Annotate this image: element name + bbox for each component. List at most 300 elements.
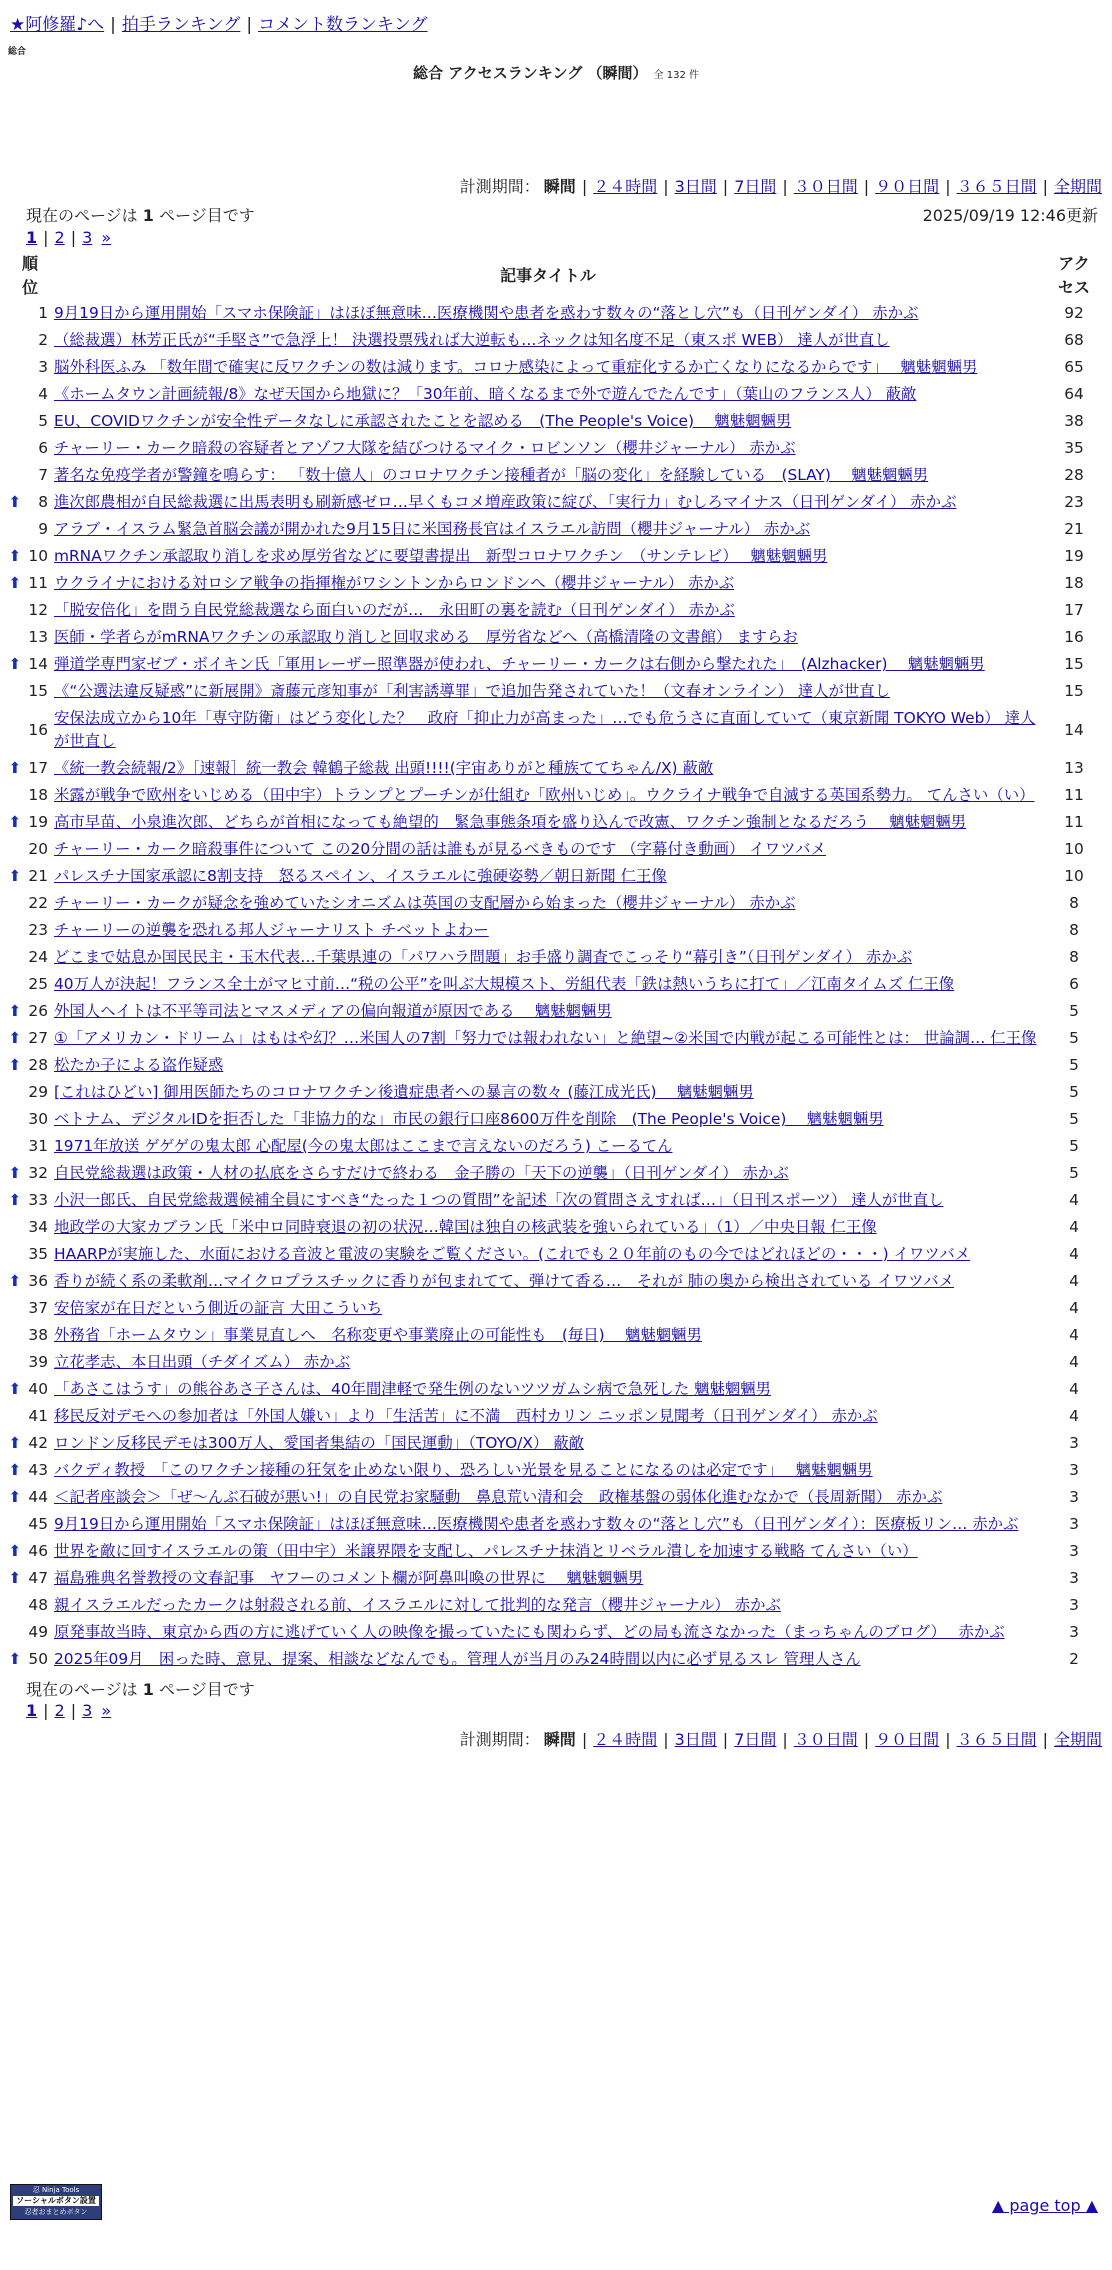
access-count: 13 <box>1064 759 1084 777</box>
separator: | <box>722 177 729 196</box>
separator: | <box>70 1701 77 1720</box>
period-link[interactable]: 全期間 <box>1053 177 1102 196</box>
page-current: 1 <box>26 1701 38 1720</box>
title-cell <box>52 1322 1044 1349</box>
period-link[interactable]: 3日間 <box>674 1730 717 1749</box>
rank-number: 38 <box>28 1326 48 1344</box>
separator: | <box>1042 1730 1048 1749</box>
next-page-link[interactable]: » <box>101 228 112 247</box>
article-link[interactable]: チャーリーの逆襲を恐れる邦人ジャーナリスト チベットよわー <box>54 921 489 939</box>
article-link[interactable]: 原発事故当時、東京から西の方に逃げていく人の映像を撮っていたにも関わらず、どの局も流さなかった（まっちゃんのブログ） 赤かぶ <box>54 1623 1005 1641</box>
table-row <box>8 1538 1104 1565</box>
article-link[interactable]: チャーリー・カーク暗殺の容疑者とアゾフ大隊を結びつけるマイク・ロビンソン（櫻井ジャーナル） 赤かぶ <box>54 439 796 457</box>
access-count: 3 <box>1069 1434 1079 1452</box>
title-cell <box>52 1511 1044 1538</box>
rank-number: 6 <box>38 439 48 457</box>
table-row <box>8 782 1104 809</box>
rank-number: 25 <box>28 975 48 993</box>
rank-change-cell <box>8 1187 22 1214</box>
comment-ranking-link[interactable]: コメント数ランキング <box>258 15 428 35</box>
rank-change-cell <box>8 1484 22 1511</box>
up-arrow-icon: ⬆ <box>8 1272 22 1290</box>
title-cell <box>52 435 1044 462</box>
title-cell <box>52 1565 1044 1592</box>
title-cell <box>52 354 1044 381</box>
article-link[interactable]: 立花孝志、本日出頭（チダイズム） 赤かぶ <box>54 1353 351 1371</box>
separator: | <box>43 1701 49 1720</box>
table-row <box>8 462 1104 489</box>
article-link[interactable]: [これはひどい] 御用医師たちのコロナワクチン後遺症患者への暴言の数々 (藤江成光氏) 魑魅魍魎男 <box>54 1083 754 1101</box>
rank-number: 22 <box>28 894 48 912</box>
table-header <box>8 252 1104 300</box>
home-link[interactable]: ★阿修羅♪へ <box>10 15 105 35</box>
period-link[interactable]: ９０日間 <box>875 1730 940 1749</box>
access-count: 65 <box>1064 358 1084 376</box>
rank-change-cell <box>8 782 22 809</box>
rank-change-cell <box>8 1376 22 1403</box>
period-link[interactable]: ３６５日間 <box>956 177 1037 196</box>
table-row <box>8 597 1104 624</box>
access-count: 38 <box>1064 412 1084 430</box>
separator: | <box>722 1730 729 1749</box>
period-current: 瞬間 <box>543 1730 576 1749</box>
rank-change-cell <box>8 1403 22 1430</box>
table-row <box>8 678 1104 705</box>
access-count: 5 <box>1069 1110 1079 1128</box>
period-link[interactable]: 7日間 <box>734 1730 777 1749</box>
rank-change-cell <box>8 381 22 408</box>
title-cell <box>52 1430 1044 1457</box>
article-link[interactable]: 9月19日から運用開始「スマホ保険証」はほぼ無意味…医療機関や患者を惑わす数々の“落とし穴”も（日刊ゲンダイ）：医療板リン… 赤かぶ <box>54 1515 1019 1533</box>
rank-change-cell <box>8 1133 22 1160</box>
page-link[interactable]: 3 <box>82 228 93 247</box>
period-link[interactable]: ２４時間 <box>593 177 658 196</box>
rank-number: 49 <box>28 1623 48 1641</box>
pager-bottom <box>26 1701 111 1720</box>
access-count: 4 <box>1069 1380 1079 1398</box>
rank-number: 28 <box>28 1056 48 1074</box>
up-arrow-icon: ⬆ <box>8 1488 22 1506</box>
up-arrow-icon: ⬆ <box>8 1164 22 1182</box>
period-link[interactable]: ３０日間 <box>793 1730 858 1749</box>
title-cell <box>52 624 1044 651</box>
rank-change-cell <box>8 1052 22 1079</box>
table-row <box>8 1160 1104 1187</box>
rank-change-cell <box>8 1268 22 1295</box>
rank-change-cell <box>8 1322 22 1349</box>
badge-line1: 忍 Ninja Tools <box>32 2186 80 2194</box>
table-row <box>8 1214 1104 1241</box>
access-count: 8 <box>1069 894 1079 912</box>
separator: | <box>863 1730 870 1749</box>
up-arrow-icon: ⬆ <box>8 867 22 885</box>
article-link[interactable]: 米露が戦争で欧州をいじめる（田中宇）トランプとプーチンが仕組む「欧州いじめ」。ウクライナ戦争で自滅する英国系勢力。 てんさい（い） <box>54 786 1035 804</box>
access-count: 3 <box>1069 1569 1079 1587</box>
updated-timestamp: 2025/09/19 12:46更新 <box>922 206 1098 225</box>
article-link[interactable]: ロンドン反移民デモは300万人、愛国者集結の「国民運動」（TOYO/X） 蔽敵 <box>54 1434 584 1452</box>
title-cell <box>52 1592 1044 1619</box>
badge-line2: ソーシャルボタン設置 <box>13 2196 99 2206</box>
table-row <box>8 917 1104 944</box>
separator: | <box>663 1730 669 1749</box>
rank-change-cell <box>8 1619 22 1646</box>
access-count: 21 <box>1064 520 1084 538</box>
separator: | <box>782 177 788 196</box>
title-cell <box>52 1214 1044 1241</box>
article-link[interactable]: （総裁選）林芳正氏が“手堅さ”で急浮上！ 決選投票残れば大逆転も…ネックは知名度不足（東スポ WEB） 達人が世直し <box>54 331 890 349</box>
ninja-social-badge[interactable] <box>10 2184 102 2220</box>
title-cell <box>52 570 1044 597</box>
rank-change-cell <box>8 1349 22 1376</box>
table-row <box>8 327 1104 354</box>
title-cell <box>52 1187 1044 1214</box>
up-arrow-icon: ⬆ <box>8 1029 22 1047</box>
page-link[interactable]: 2 <box>54 1701 65 1720</box>
article-link[interactable]: 安保法成立から10年「専守防衛」はどう変化した？ 政府「抑止力が高まった」…でも危うさに直面していて（東京新聞 TOKYO Web） 達人が世直し <box>54 709 1036 750</box>
table-row <box>8 1565 1104 1592</box>
separator: | <box>945 177 951 196</box>
article-link[interactable]: 安倍家が在日だという側近の証言 大田こういち <box>54 1299 383 1317</box>
access-count: 5 <box>1069 1056 1079 1074</box>
title-cell <box>52 597 1044 624</box>
table-row <box>8 1430 1104 1457</box>
article-link[interactable]: 脳外科医ふみ 「数年間で確実に反ワクチンの数は減ります。コロナ感染によって重症化するか亡くなりになるからです」 魑魅魍魎男 <box>54 358 978 376</box>
rank-change-cell <box>8 809 22 836</box>
title-cell <box>52 863 1044 890</box>
article-link[interactable]: 外務省「ホームタウン」事業見直しへ 名称変更や事業廃止の可能性も (毎日) 魑魅魍魎男 <box>54 1326 702 1344</box>
rank-change-cell <box>8 1241 22 1268</box>
title-cell <box>52 1484 1044 1511</box>
access-count: 5 <box>1069 1164 1079 1182</box>
article-link[interactable]: 1971年放送 ゲゲゲの鬼太郎 心配屋(今の鬼太郎はここまで言えないのだろう) こーるてん <box>54 1137 673 1155</box>
rank-change-cell <box>8 1214 22 1241</box>
badge-line3: 忍者おまとめボタン <box>24 2208 88 2216</box>
table-row <box>8 998 1104 1025</box>
title-cell <box>52 1052 1044 1079</box>
rank-number: 47 <box>28 1569 48 1587</box>
pager-top <box>26 228 111 247</box>
page-current: 1 <box>26 228 38 247</box>
period-link[interactable]: ２４時間 <box>593 1730 658 1749</box>
separator: | <box>43 228 49 247</box>
title-cell <box>52 755 1044 782</box>
article-link[interactable]: どこまで姑息か国民民主・玉木代表…千葉県連の「パワハラ問題」お手盛り調査でこっそり“幕引き”（日刊ゲンダイ） 赤かぶ <box>54 948 913 966</box>
up-arrow-icon: ⬆ <box>8 574 22 592</box>
article-link[interactable]: 香りが続く系の柔軟剤…マイクロプラスチックに香りが包まれてて、弾けて香る… それが 肺の奥から検出されている イワツバメ <box>54 1272 954 1290</box>
rank-number: 40 <box>28 1380 48 1398</box>
article-link[interactable]: チャーリー・カークが疑念を強めていたシオニズムは英国の支配層から始まった（櫻井ジャーナル） 赤かぶ <box>54 894 796 912</box>
rank-header-label: 順位 <box>21 254 38 297</box>
ranking-table <box>8 252 1104 1673</box>
rank-number: 46 <box>28 1542 48 1560</box>
rank-change-cell <box>8 678 22 705</box>
rank-change-cell <box>8 836 22 863</box>
rank-change-cell <box>8 890 22 917</box>
rank-header <box>8 252 52 300</box>
access-count: 5 <box>1069 1029 1079 1047</box>
rank-number: 27 <box>28 1029 48 1047</box>
article-link[interactable]: 著名な免疫学者が警鐘を鳴らす： 「数十億人」のコロナワクチン接種者が「脳の変化」を経験している (SLAY) 魑魅魍魎男 <box>54 466 929 484</box>
up-arrow-icon: ⬆ <box>8 1056 22 1074</box>
access-count: 23 <box>1064 493 1084 511</box>
article-link[interactable]: 進次郎農相が自民総裁選に出馬表明も刷新感ゼロ…早くもコメ増産政策に綻び、「実行力」むしろマイナス（日刊ゲンダイ） 赤かぶ <box>54 493 957 511</box>
article-link[interactable]: 自民党総裁選は政策・人材の払底をさらすだけで終わる 金子勝の「天下の逆襲」（日刊ゲンダイ） 赤かぶ <box>54 1164 789 1182</box>
rank-number: 45 <box>28 1515 48 1533</box>
rank-number: 35 <box>28 1245 48 1263</box>
up-arrow-icon: ⬆ <box>8 1191 22 1209</box>
access-count: 3 <box>1069 1623 1079 1641</box>
title-cell <box>52 1025 1044 1052</box>
separator: | <box>70 228 77 247</box>
rank-number: 44 <box>28 1488 48 1506</box>
rank-number: 15 <box>28 682 48 700</box>
access-count: 4 <box>1069 1407 1079 1425</box>
page-top-link[interactable]: ▲ page top ▲ <box>991 2196 1098 2215</box>
access-count: 28 <box>1064 466 1084 484</box>
article-link[interactable]: 「脱安倍化」を問う自民党総裁選なら面白いのだが… 永田町の裏を読む（日刊ゲンダイ） 赤かぶ <box>54 601 735 619</box>
rank-change-cell <box>8 300 22 327</box>
table-row <box>8 1349 1104 1376</box>
access-count: 15 <box>1064 682 1084 700</box>
article-link[interactable]: ＜記者座談会＞「ぜ～んぶ石破が悪い!」の自民党お家騒動 鼻息荒い清和会 政権基盤の弱体化進むなかで（長周新聞） 赤かぶ <box>54 1488 943 1506</box>
rank-change-cell <box>8 462 22 489</box>
table-row <box>8 1133 1104 1160</box>
rank-change-cell <box>8 1160 22 1187</box>
access-count: 4 <box>1069 1326 1079 1344</box>
article-link[interactable]: EU、COVIDワクチンが安全性データなしに承認されたことを認める (The People's Voice) 魑魅魍魎男 <box>54 412 792 430</box>
access-count: 10 <box>1064 867 1084 885</box>
article-link[interactable]: 9月19日から運用開始「スマホ保険証」はほぼ無意味…医療機関や患者を惑わす数々の“落とし穴”も（日刊ゲンダイ） 赤かぶ <box>54 304 919 322</box>
access-count: 68 <box>1064 331 1084 349</box>
rank-number: 32 <box>28 1164 48 1182</box>
rank-number: 13 <box>28 628 48 646</box>
access-count: 8 <box>1069 921 1079 939</box>
rank-number: 4 <box>38 385 48 403</box>
title-cell <box>52 1538 1044 1565</box>
article-link[interactable]: バクディ教授 「このワクチン接種の狂気を止めない限り、恐ろしい光景を見ることになるのは必定です」 魑魅魍魎男 <box>54 1461 873 1479</box>
access-count: 5 <box>1069 1137 1079 1155</box>
table-row <box>8 1646 1104 1673</box>
article-link[interactable]: 《ホームタウン計画続報/8》なぜ天国から地獄に？「30年前、暗くなるまで外で遊んでたんです」（葉山のフランス人） 蔽敵 <box>54 385 917 403</box>
title-cell <box>52 971 1044 998</box>
access-header-label: アクセス <box>1057 254 1090 297</box>
page-title <box>0 62 1112 83</box>
rank-number: 34 <box>28 1218 48 1236</box>
title-cell <box>52 1268 1044 1295</box>
title-cell <box>52 408 1044 435</box>
title-cell <box>52 998 1044 1025</box>
table-row <box>8 890 1104 917</box>
table-row <box>8 489 1104 516</box>
table-row <box>8 944 1104 971</box>
article-link[interactable]: 世界を敵に回すイスラエルの策（田中宇）米譲界隈を支配し、パレスチナ抹消とリベラル潰しを加速する戦略 てんさい（い） <box>54 1542 918 1560</box>
page-info-top: 現在のページは 1 ページ目です <box>26 206 255 225</box>
access-count: 4 <box>1069 1218 1079 1236</box>
separator: | <box>945 1730 951 1749</box>
article-link[interactable]: ベトナム、デジタルIDを拒否した「非協力的な」市民の銀行口座8600万件を削除 (The People's Voice) 魑魅魍魎男 <box>54 1110 884 1128</box>
rank-change-cell <box>8 998 22 1025</box>
rank-number: 18 <box>28 786 48 804</box>
rank-change-cell <box>8 570 22 597</box>
table-row <box>8 381 1104 408</box>
rank-change-cell <box>8 705 22 755</box>
rank-change-cell <box>8 1106 22 1133</box>
title-cell <box>52 1133 1044 1160</box>
title-cell <box>52 944 1044 971</box>
table-row <box>8 354 1104 381</box>
access-count: 15 <box>1064 655 1084 673</box>
rank-change-cell <box>8 863 22 890</box>
article-link[interactable]: 高市早苗、小泉進次郎、どちらが首相になっても絶望的 緊急事態条項を盛り込んで改憲、ワクチン強制となるだろう 魑魅魍魎男 <box>54 813 967 831</box>
rank-number: 5 <box>38 412 48 430</box>
rank-change-cell <box>8 327 22 354</box>
article-link[interactable]: 医師・学者らがmRNAワクチンの承認取り消しと回収求める 厚労省などへ（高橋清隆の文書館） ますらお <box>54 628 798 646</box>
title-cell <box>52 809 1044 836</box>
title-cell <box>52 782 1044 809</box>
title-cell <box>52 543 1044 570</box>
table-row <box>8 1025 1104 1052</box>
article-link[interactable]: 「あさこはうす」の熊谷あさ子さんは、40年間津軽で発生例のないツツガムシ病で急死した 魑魅魍魎男 <box>54 1380 772 1398</box>
rank-change-cell <box>8 1025 22 1052</box>
article-link[interactable]: パレスチナ国家承認に8割支持 怒るスペイン、イスラエルに強硬姿勢／朝日新聞 仁王像 <box>54 867 667 885</box>
rank-change-cell <box>8 1592 22 1619</box>
article-link[interactable]: アラブ・イスラム緊急首脳会議が開かれた9月15日に米国務長官はイスラエル訪問（櫻井ジャーナル） 赤かぶ <box>54 520 811 538</box>
table-row <box>8 543 1104 570</box>
up-arrow-icon: ⬆ <box>8 1650 22 1668</box>
period-link[interactable]: 全期間 <box>1053 1730 1102 1749</box>
access-count: 4 <box>1069 1353 1079 1371</box>
article-link[interactable]: 地政学の大家カブラン氏「米中ロ同時衰退の初の状況…韓国は独自の核武装を強いられている」（1）／中央日報 仁王像 <box>54 1218 877 1236</box>
article-link[interactable]: 《統一教会続報/2》［速報］統一教会 韓鶴子総裁 出頭!!!!(宇宙ありがと種族ててちゃん/X) 蔽敵 <box>54 759 714 777</box>
rank-change-cell <box>8 516 22 543</box>
article-link[interactable]: 松たか子による盗作疑惑 <box>54 1056 224 1074</box>
article-link[interactable]: 親イスラエルだったカークは射殺される前、イスラエルに対して批判的な発言（櫻井ジャーナル） 赤かぶ <box>54 1596 781 1614</box>
table-row <box>8 1403 1104 1430</box>
rank-change-cell <box>8 489 22 516</box>
title-cell <box>52 1106 1044 1133</box>
article-link[interactable]: ウクライナにおける対ロシア戦争の指揮権がワシントンからロンドンへ（櫻井ジャーナル） 赤かぶ <box>54 574 735 592</box>
title-cell <box>52 836 1044 863</box>
period-link[interactable]: ３６５日間 <box>956 1730 1037 1749</box>
table-row <box>8 570 1104 597</box>
title-cell <box>52 1646 1044 1673</box>
access-count: 14 <box>1064 720 1084 739</box>
article-link[interactable]: 小沢一郎氏、自民党総裁選候補全員にすべき“たった１つの質問”を記述「次の質問さえすれば…」（日刊スポーツ） 達人が世直し <box>54 1191 944 1209</box>
rank-change-cell <box>8 651 22 678</box>
rank-number: 26 <box>28 1002 48 1020</box>
article-link[interactable]: HAARPが実施した、水面における音波と電波の実験をご覧ください。(これでも２０年前のもの今ではどれほどの・・・) イワツバメ <box>54 1245 971 1263</box>
access-count: 11 <box>1064 813 1084 831</box>
access-count: 92 <box>1064 304 1084 322</box>
article-link[interactable]: 移民反対デモへの参加者は「外国人嫌い」より「生活苦」に不満 西村カリン ニッポン見聞考（日刊ゲンダイ） 赤かぶ <box>54 1407 878 1425</box>
rank-change-cell <box>8 624 22 651</box>
rank-number: 7 <box>38 466 48 484</box>
access-count: 3 <box>1069 1488 1079 1506</box>
rank-number: 21 <box>28 867 48 885</box>
title-cell <box>52 651 1044 678</box>
table-row <box>8 300 1104 327</box>
next-page-link[interactable]: » <box>101 1701 112 1720</box>
table-row <box>8 755 1104 782</box>
rank-change-cell <box>8 917 22 944</box>
separator: | <box>581 177 588 196</box>
table-row <box>8 809 1104 836</box>
up-arrow-icon: ⬆ <box>8 1434 22 1452</box>
article-link[interactable]: ①「アメリカン・ドリーム」はもはや幻？…米国人の7割「努力では報われない」と絶望~②米国で内戦が起こる可能性とは： 世論調… 仁王像 <box>54 1029 1037 1047</box>
page-link[interactable]: 3 <box>82 1701 93 1720</box>
title-cell <box>52 678 1044 705</box>
rank-number: 43 <box>28 1461 48 1479</box>
page-link[interactable]: 2 <box>54 228 65 247</box>
rank-number: 42 <box>28 1434 48 1452</box>
article-link[interactable]: 弾道学専門家ゼブ・ボイキン氏「軍用レーザー照準器が使われ、チャーリー・カークは右側から撃たれた」 (Alzhacker) 魑魅魍魎男 <box>54 655 985 673</box>
rank-number: 19 <box>28 813 48 831</box>
title-cell <box>52 300 1044 327</box>
separator: | <box>863 177 870 196</box>
rank-number: 16 <box>28 720 48 739</box>
table-row <box>8 863 1104 890</box>
rank-change-cell <box>8 408 22 435</box>
rank-number: 1 <box>38 304 48 322</box>
access-count: 8 <box>1069 948 1079 966</box>
article-link[interactable]: 福島雅典名誉教授の文春記事 ヤフーのコメント欄が阿鼻叫喚の世界に 魑魅魍魎男 <box>54 1569 644 1587</box>
rank-number: 30 <box>28 1110 48 1128</box>
rank-change-cell <box>8 354 22 381</box>
rank-number: 41 <box>28 1407 48 1425</box>
rank-change-cell <box>8 755 22 782</box>
top-nav: ★阿修羅♪へ | 拍手ランキング | コメント数ランキング <box>10 15 428 35</box>
access-count: 5 <box>1069 1083 1079 1101</box>
access-count: 6 <box>1069 975 1079 993</box>
up-arrow-icon: ⬆ <box>8 759 22 777</box>
up-arrow-icon: ⬆ <box>8 1002 22 1020</box>
access-count: 4 <box>1069 1191 1079 1209</box>
table-row <box>8 1079 1104 1106</box>
table-row <box>8 1268 1104 1295</box>
clap-ranking-link[interactable]: 拍手ランキング <box>121 15 241 35</box>
article-link[interactable]: mRNAワクチン承認取り消しを求め厚労省などに要望書提出 新型コロナワクチン （サンテレビ） 魑魅魍魎男 <box>54 547 828 565</box>
title-header: 記事タイトル <box>500 266 596 285</box>
rank-change-cell <box>8 1079 22 1106</box>
period-link[interactable]: 3日間 <box>674 177 717 196</box>
article-link[interactable]: 《“公選法違反疑惑”に新展開》斎藤元彦知事が「利害誘導罪」で追加告発されていた！（文春オンライン） 達人が世直し <box>54 682 891 700</box>
article-link[interactable]: 40万人が決起！フランス全土がマヒ寸前…“税の公平”を叫ぶ大規模スト、労組代表「鉄は熱いうちに打て」／江南タイムズ 仁王像 <box>54 975 955 993</box>
article-link[interactable]: チャーリー・カーク暗殺事件について この20分間の話は誰もが見るべきものです （字幕付き動画） イワツバメ <box>54 840 826 858</box>
article-link[interactable]: 2025年09月 困った時、意見、提案、相談などなんでも。管理人が当月のみ24時間以内に必ず見るスレ 管理人さん <box>54 1650 861 1668</box>
access-count: 5 <box>1069 1002 1079 1020</box>
article-link[interactable]: 外国人ヘイトは不平等司法とマスメディアの偏向報道が原因である 魑魅魍魎男 <box>54 1002 612 1020</box>
rank-number: 50 <box>28 1650 48 1668</box>
period-link[interactable]: ９０日間 <box>875 177 940 196</box>
rank-number: 3 <box>38 358 48 376</box>
rank-number: 24 <box>28 948 48 966</box>
title-cell <box>52 1349 1044 1376</box>
period-link[interactable]: ３０日間 <box>793 177 858 196</box>
access-count: 11 <box>1064 786 1084 804</box>
table-row <box>8 836 1104 863</box>
table-row <box>8 1052 1104 1079</box>
table-row <box>8 651 1104 678</box>
rank-number: 33 <box>28 1191 48 1209</box>
up-arrow-icon: ⬆ <box>8 1542 22 1560</box>
access-count: 35 <box>1064 439 1084 457</box>
rank-change-cell <box>8 597 22 624</box>
rank-number: 10 <box>28 547 48 565</box>
period-label: 計測期間： <box>459 177 540 196</box>
period-link[interactable]: 7日間 <box>734 177 777 196</box>
access-count: 2 <box>1069 1650 1079 1668</box>
title-cell <box>52 1403 1044 1430</box>
